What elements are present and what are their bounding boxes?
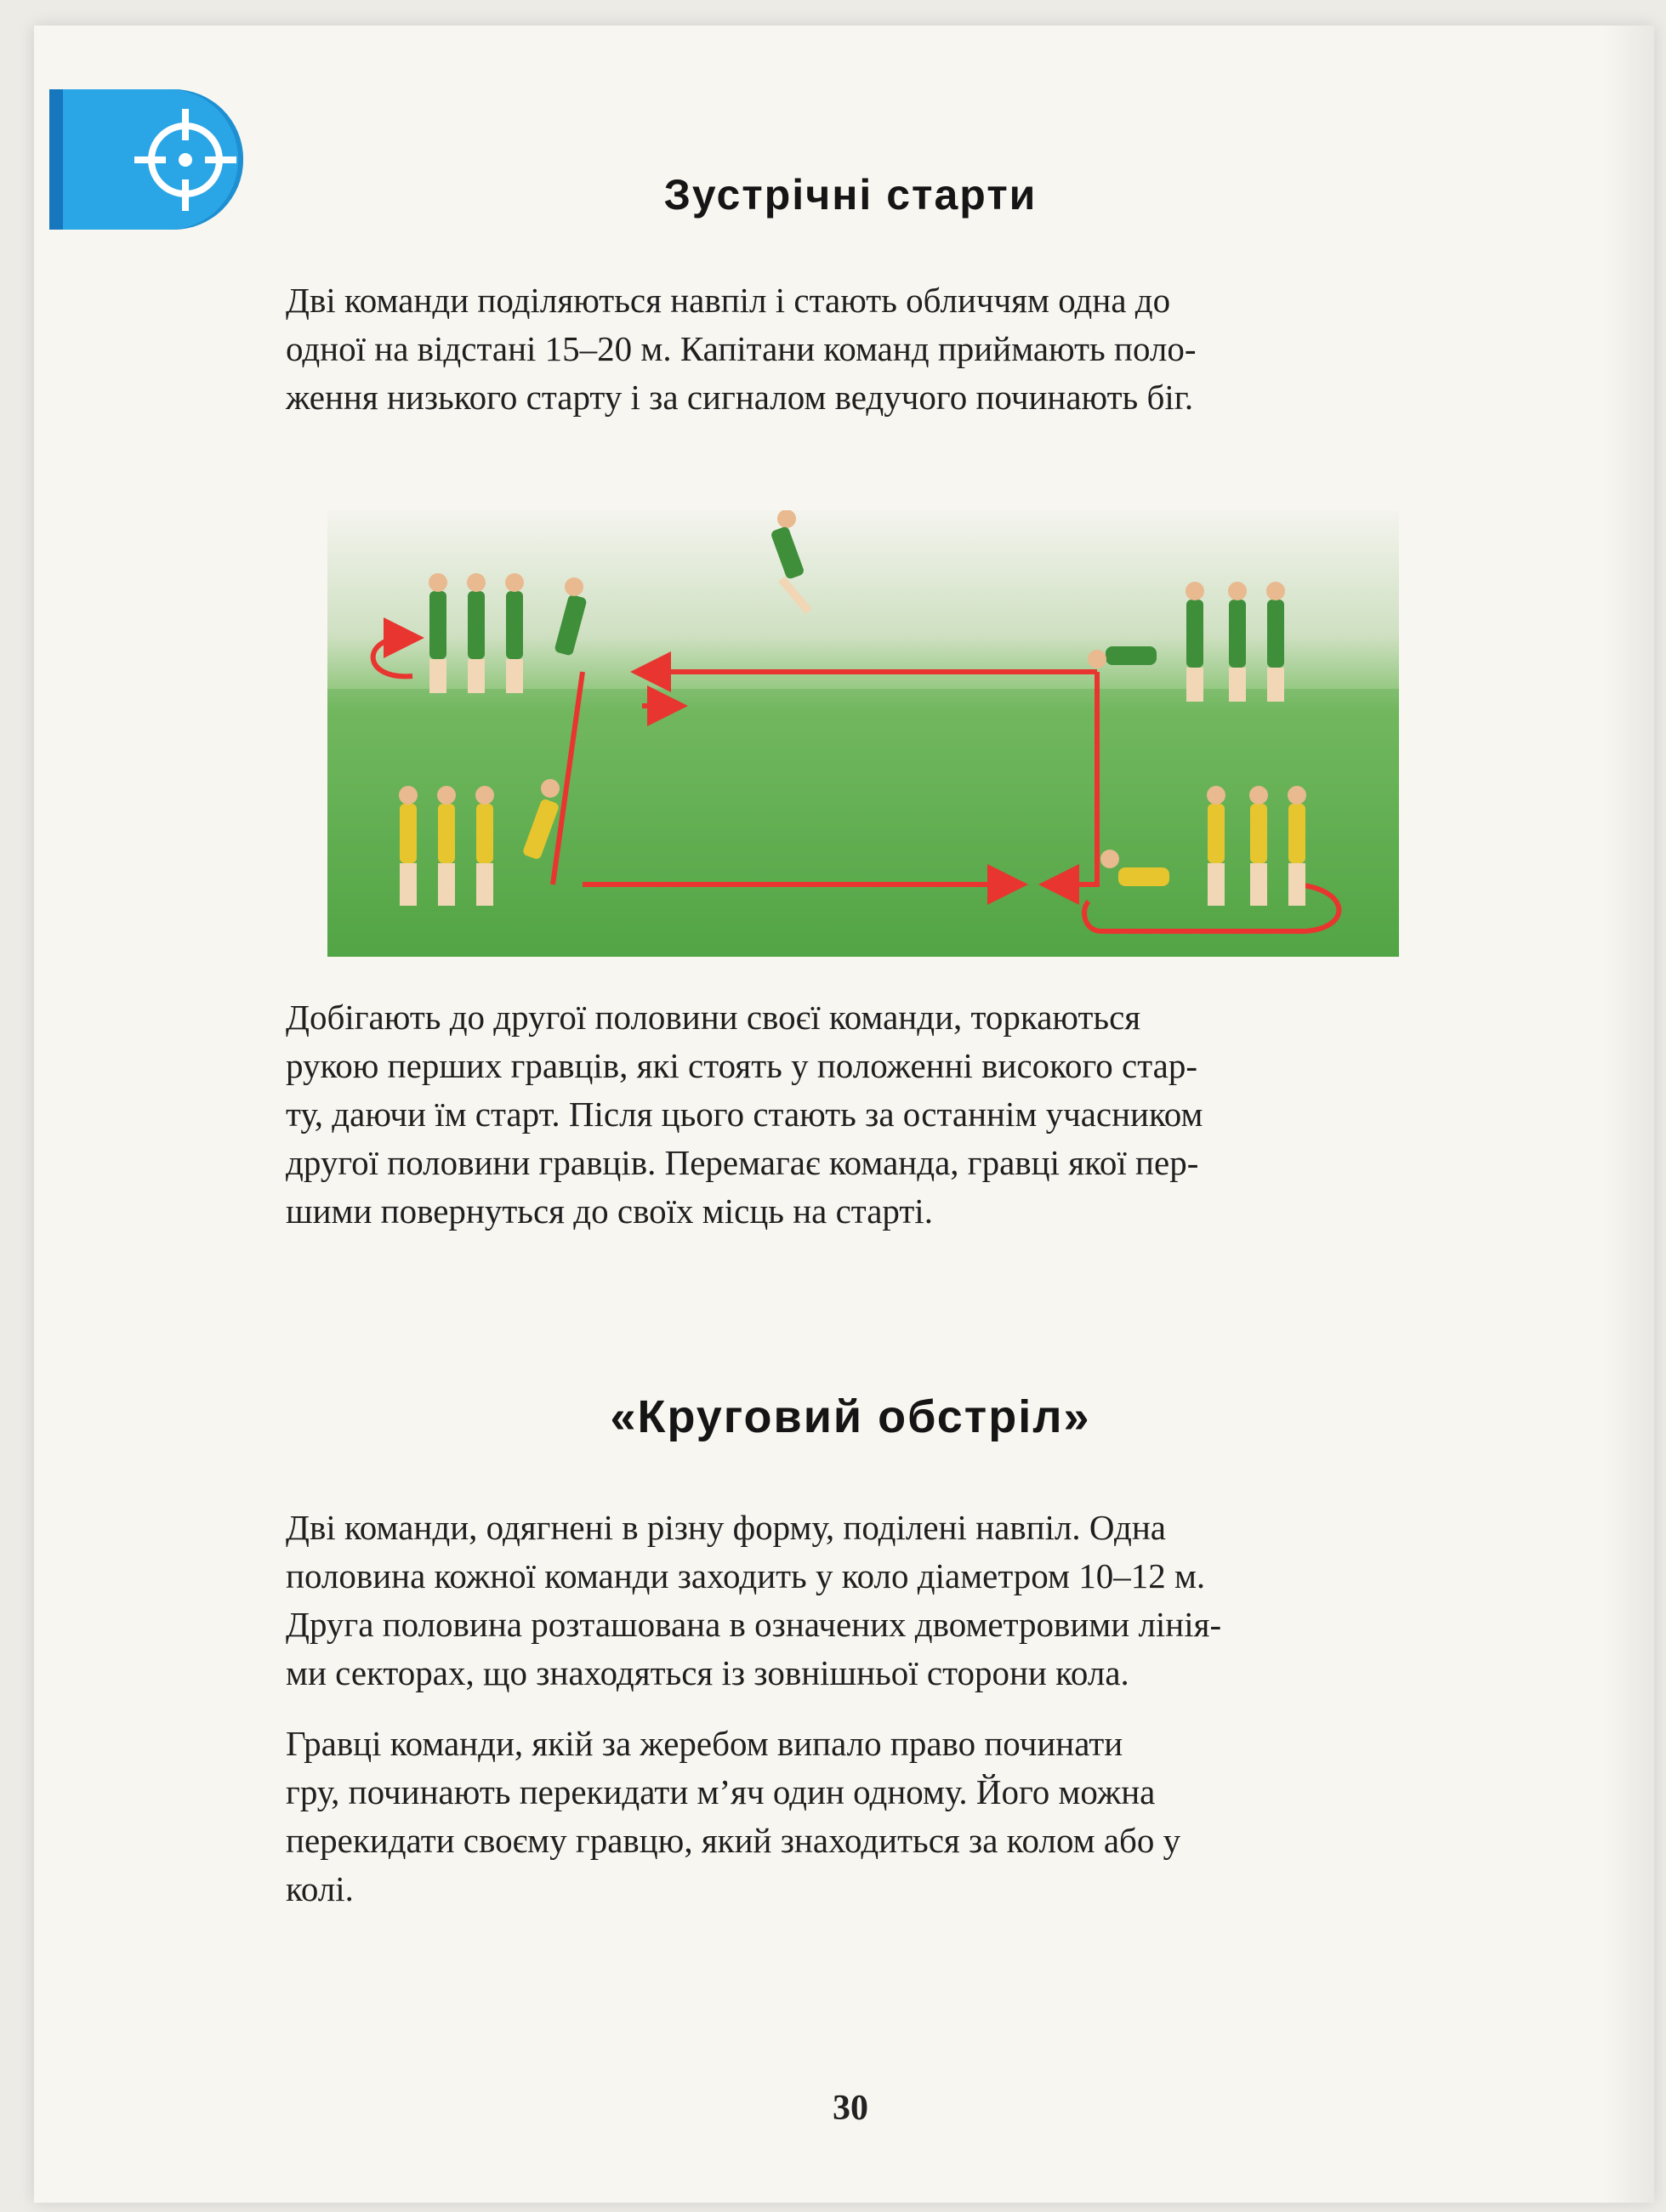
text-line: ження низького старту і за сигналом ведучого починають біг. [286,378,1194,417]
paragraph-rules [223,993,1515,1236]
section-title-circular-fire: «Круговий обстріл» [610,1391,1091,1442]
text-line: рукою перших гравців, які стоять у положенні високого стар- [286,1046,1198,1085]
text-line: гру, починають перекидати м’яч один одному. Його можна [286,1772,1156,1811]
text-line: одної на відстані 15–20 м. Капітани команд приймають поло- [286,329,1197,368]
text-line: ми секторах, що знаходяться із зовнішньої сторони кола. [286,1653,1129,1692]
paragraph-play [223,1720,1515,1913]
text-line: колі. [286,1869,354,1908]
page-number: 30 [833,2089,868,2128]
text-line: половина кожної команди заходить у коло діаметром 10–12 м. [286,1556,1206,1595]
text-line: Дві команди поділяються навпіл і стають обличчям одна до [286,281,1171,320]
text-line: Дві команди, одягнені в різну форму, поділені навпіл. Одна [286,1508,1166,1547]
relay-scene-graphic [327,510,1399,957]
paragraph-intro [223,276,1515,422]
text-line: шими повернуться до своїх місць на старті. [286,1191,933,1231]
relay-illustration [327,510,1399,957]
paragraph-setup [223,1504,1515,1697]
page-edge-shadow [1603,26,1654,2203]
text-line: Гравці команди, якій за жеребом випало право починати [286,1724,1123,1763]
text-line: Друга половина розташована в означених двометровими лінія- [286,1605,1222,1644]
text-line: другої половини гравців. Перемагає команда, гравці якої пер- [286,1143,1199,1182]
text-line: Добігають до другої половини своєї команди, торкаються [286,998,1141,1037]
text-line: перекидати своєму гравцю, який знаходиться за колом або у [286,1821,1181,1860]
text-line: ту, даючи їм старт. Після цього стають за останнім учасником [286,1095,1203,1134]
section-title-counter-starts: Зустрічні старти [663,171,1038,219]
